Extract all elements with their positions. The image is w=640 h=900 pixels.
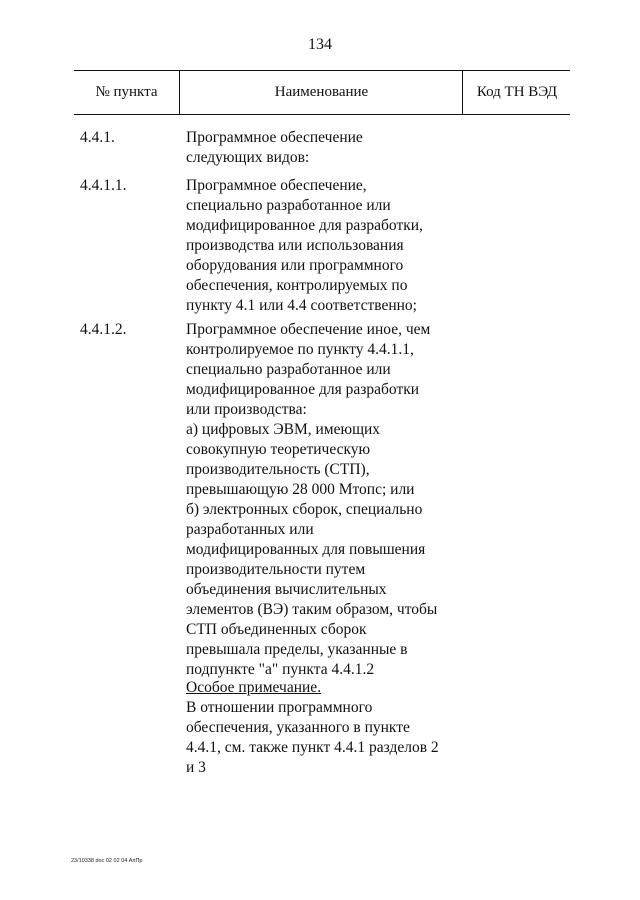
description-line: модифицированное для разработки,	[186, 217, 423, 234]
note-title: Особое примечание.	[186, 679, 322, 696]
description-line: разработанных или	[186, 521, 314, 538]
item-description	[186, 320, 486, 680]
description-line: специально разработанное или	[186, 361, 391, 378]
description-line: б) электронных сборок, специально	[186, 501, 423, 518]
description-line: превышала пределы, указанные в	[186, 641, 408, 658]
document-footer: 23/10338 doc 02 02 04 АпПр	[71, 858, 143, 864]
description-line: производства или использования	[186, 237, 404, 254]
description-line: СТП объединенных сборок	[186, 621, 367, 638]
note-line: 4.4.1, см. также пункт 4.4.1 разделов 2	[186, 739, 439, 756]
item-number: 4.4.1.	[80, 129, 115, 146]
note-line: В отношении программного	[186, 699, 373, 716]
description-line: Программное обеспечение,	[186, 177, 367, 194]
description-line: или производства:	[186, 401, 307, 418]
description-line: производительности путем	[186, 561, 366, 578]
item-description	[186, 128, 486, 168]
description-line: Программное обеспечение	[186, 129, 363, 146]
description-line: пункту 4.1 или 4.4 соответственно;	[186, 297, 417, 314]
description-line: модифицированных для повышения	[186, 541, 426, 558]
description-line: совокупную теоретическую	[186, 441, 371, 458]
column-header-number: № пункта	[95, 84, 158, 100]
page-number: 134	[308, 36, 332, 53]
description-line: следующих видов:	[186, 149, 310, 166]
column-header-code: Код ТН ВЭД	[462, 71, 571, 114]
description-line: оборудования или программного	[186, 257, 404, 274]
description-line: модифицированное для разработки	[186, 381, 420, 398]
description-line: элементов (ВЭ) таким образом, чтобы	[186, 601, 438, 618]
description-line: превышающую 28 000 Мтопс; или	[186, 481, 415, 498]
description-line: подпункте "а" пункта 4.4.1.2	[186, 661, 375, 678]
item-number: 4.4.1.1.	[80, 177, 127, 194]
note-body	[186, 678, 486, 778]
note-line: обеспечения, указанного в пункте	[186, 719, 410, 736]
description-line: Программное обеспечение иное, чем	[186, 321, 431, 338]
column-header-name: Наименование	[179, 71, 463, 114]
item-number: 4.4.1.2.	[80, 321, 127, 338]
description-line: а) цифровых ЭВМ, имеющих	[186, 421, 381, 438]
description-line: производительность (СТП),	[186, 461, 370, 478]
description-line: обеспечения, контролируемых по	[186, 277, 408, 294]
description-line: объединения вычислительных	[186, 581, 387, 598]
item-description	[186, 176, 486, 316]
description-line: контролируемое по пункту 4.4.1.1,	[186, 341, 414, 358]
description-line: специально разработанное или	[186, 197, 391, 214]
note-line: и 3	[186, 759, 206, 776]
table-header	[74, 70, 570, 115]
